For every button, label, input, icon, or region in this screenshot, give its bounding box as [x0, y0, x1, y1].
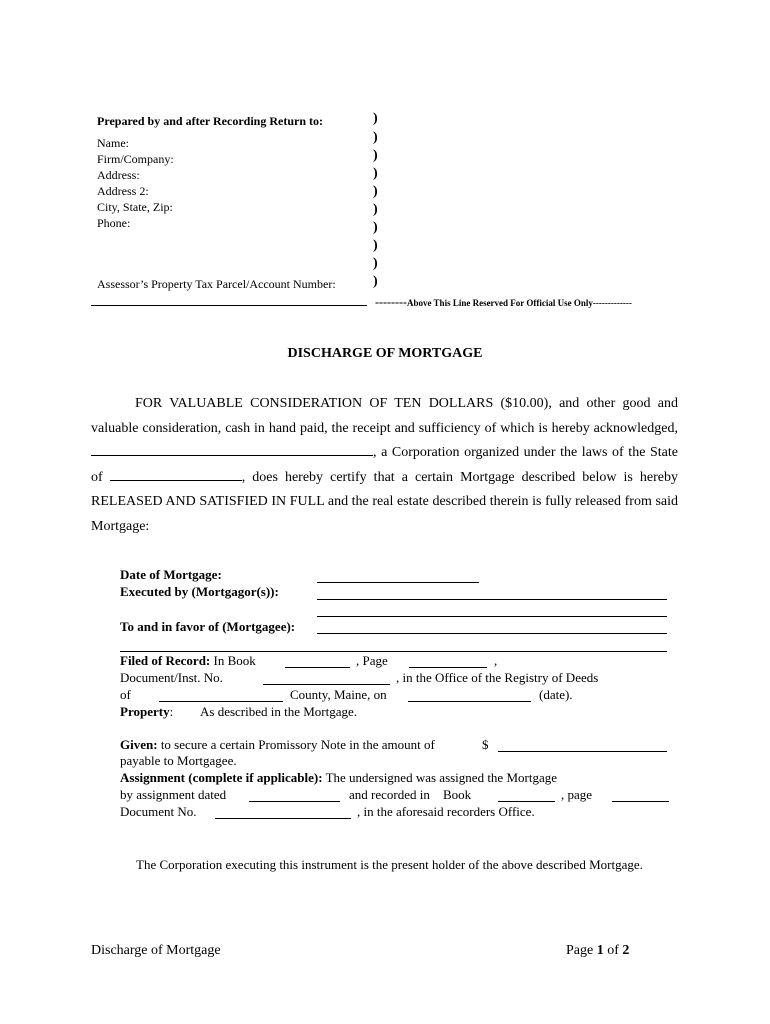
book-blank[interactable] [285, 667, 350, 668]
paren-5: ) [373, 184, 378, 199]
assignment-text: The undersigned was assigned the Mortgage [325, 770, 557, 785]
name-label: Name: [97, 136, 129, 150]
page-comma: , [494, 653, 498, 668]
paren-2: ) [373, 130, 378, 145]
payable-text: payable to Mortgagee. [120, 753, 237, 768]
footer-title: Discharge of Mortgage [91, 943, 221, 958]
given-row [120, 737, 435, 753]
filed-of-record-label: Filed of Record: [120, 653, 211, 668]
in-favor-of-blank-1[interactable] [317, 633, 667, 634]
paren-7: ) [373, 220, 378, 235]
reserved-text: Above This Line Reserved For Official Use Only------------- [406, 298, 632, 308]
paren-1: ) [373, 111, 378, 126]
assignment-book-blank[interactable] [498, 801, 555, 802]
page-indicator [566, 943, 629, 959]
in-favor-of-blank-2[interactable] [120, 651, 667, 652]
intro-line2: , a Corporation organized under the laws of the State [373, 445, 678, 460]
paren-6: ) [373, 202, 378, 217]
executed-by-label: Executed by (Mortgagor(s)): [120, 584, 279, 599]
intro-paragraph [91, 392, 678, 539]
given-label: Given: [120, 737, 158, 752]
given-text: to secure a certain Promissory Note in the amount of [160, 737, 435, 752]
by-assignment-label: by assignment dated [120, 787, 227, 802]
firm-label: Firm/Company: [97, 152, 174, 166]
in-favor-of-label: To and in favor of (Mortgagee): [120, 619, 296, 634]
doc-inst-blank[interactable] [263, 684, 390, 685]
assignment-label: Assignment (complete if applicable): [120, 770, 323, 785]
executed-by-blank-2[interactable] [317, 616, 667, 617]
date-of-mortgage-label: Date of Mortgage: [120, 567, 222, 582]
doc-inst-label: Document/Inst. No. [120, 670, 223, 685]
paren-10: ) [373, 274, 378, 289]
intro-line1: FOR VALUABLE CONSIDERATION OF TEN DOLLARS ($10.00), and other good and valuable consideration, cash in hand paid, the receipt and sufficiency of which is hereby acknowledged, [91, 396, 678, 436]
in-book-label: In Book [213, 653, 256, 668]
assessor-underline [91, 305, 367, 306]
property-label: Property [120, 704, 170, 719]
address2-label: Address 2: [97, 184, 149, 198]
page-label: , Page [356, 653, 388, 668]
assignment-book-label: Book [443, 787, 472, 802]
prepared-by-label: Prepared by and after Recording Return to: [97, 114, 323, 128]
assignment-page-label: , page [561, 787, 593, 802]
paren-4: ) [373, 166, 378, 181]
intro-of: of [91, 469, 103, 485]
assessor-label: Assessor’s Property Tax Parcel/Account Number: [97, 277, 336, 291]
assignment-date-blank[interactable] [249, 801, 340, 802]
closing-statement: The Corporation executing this instrument is the present holder of the above described Mortgage. [136, 857, 643, 872]
recorded-date-blank[interactable] [408, 701, 531, 702]
of-word: of [607, 943, 619, 958]
recorded-in-label: and recorded in [349, 787, 430, 802]
property-row [120, 704, 173, 720]
state-blank[interactable] [110, 469, 242, 481]
property-colon: : [169, 704, 174, 719]
reserved-dashes: -------- [375, 295, 407, 309]
executed-by-blank-1[interactable] [317, 599, 667, 600]
page-number: 1 [596, 943, 604, 958]
aforesaid-text: , in the aforesaid recorders Office. [357, 804, 535, 819]
note-amount-blank[interactable] [498, 751, 667, 752]
assignment-row [120, 770, 557, 786]
property-text: As described in the Mortgage. [200, 704, 358, 719]
dollar-sign: $ [482, 737, 489, 752]
county-blank[interactable] [159, 701, 283, 702]
city-state-zip-label: City, State, Zip: [97, 200, 173, 214]
document-no-blank[interactable] [215, 818, 351, 819]
phone-label: Phone: [97, 216, 131, 230]
registry-text: , in the Office of the Registry of Deeds [396, 670, 599, 685]
document-title: DISCHARGE OF MORTGAGE [287, 346, 483, 361]
reserved-line [375, 293, 632, 311]
date-paren-label: (date). [539, 687, 573, 702]
page-blank[interactable] [409, 667, 487, 668]
filed-of-record-row [120, 653, 256, 669]
of-county-label: of [120, 687, 131, 702]
page-word: Page [566, 943, 594, 958]
document-no-label: Document No. [120, 804, 197, 819]
address-label: Address: [97, 168, 140, 182]
page-total: 2 [622, 943, 630, 958]
corporation-name-blank[interactable] [91, 444, 373, 456]
paren-9: ) [373, 256, 378, 271]
paren-8: ) [373, 238, 378, 253]
intro-line3: , does hereby certify that a certain Mortgage described below is hereby RELEASED AND SATISFIED IN FULL and the real estate described therein is fully released from said Mortgage: [91, 469, 678, 534]
date-of-mortgage-blank[interactable] [317, 582, 479, 583]
county-maine-label: County, Maine, on [290, 687, 387, 702]
paren-3: ) [373, 148, 378, 163]
assignment-page-blank[interactable] [612, 801, 669, 802]
